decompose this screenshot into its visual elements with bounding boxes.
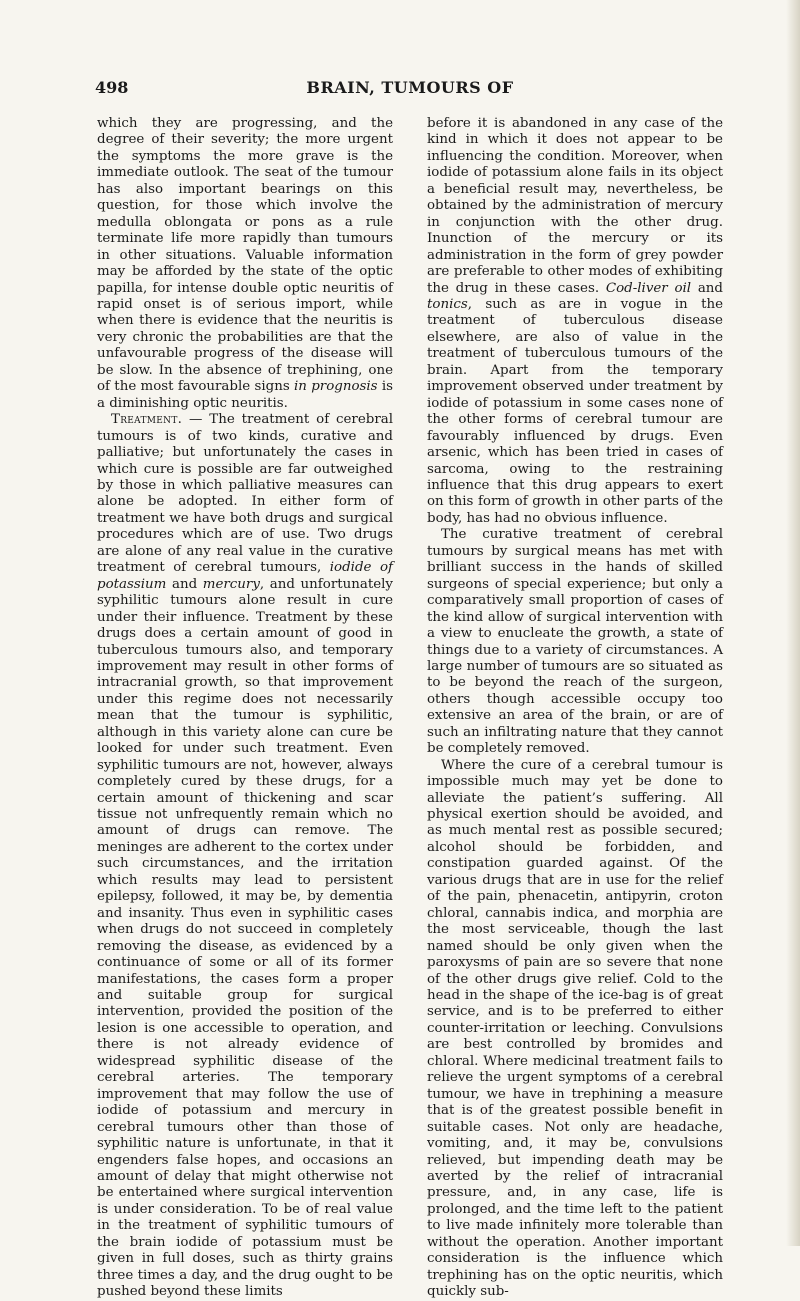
treatment-paragraph [97, 412, 393, 1300]
prognosis-paragraph [97, 116, 393, 412]
page-number: 498 [95, 78, 129, 97]
page-edge-shadow [786, 0, 800, 1246]
prognosis-emphasis: in prognosis [294, 379, 378, 395]
running-head: BRAIN, TUMOURS OF [306, 78, 514, 97]
drugs-text-a: before it is abandoned in any case of the kind in which it does not appear to be influencing the condition. Moreover, when iodide of potassium alone fails in its object a beneficial result may, nevertheless, be obtained by the administration of mercury in conjunction with the other drug. Inunction of the mercury or its administration in the form of grey powder are preferable to other modes of exhibiting the drug in these cases. [427, 116, 723, 296]
treatment-heading: Treatment. [111, 412, 183, 428]
palliative-paragraph: Where the cure of a cerebral tumour is impossible much may yet be done to alleviate the patient’s suffering. All physical exertion should be avoided, and as much mental rest as possible secured; alcohol should be forbidden, and constipation guarded against. Of the various drugs that are in use for the relief of the pain, phenacetin, antipyrin, croton chloral, cannabis indica, and morphia are the most serviceable, though the last named should be only given when the paroxysms of pain are so severe that none of the other drugs give relief. Cold to the head in the shape of the ice-bag is of great service, and is to be preferred to either counter-irritation or leeching. Convulsions are best controlled by bromides and chloral. Where medicinal treatment fails to relieve the urgent symptoms of a cerebral tumour, we have in trephining a measure that is of the greatest possible benefit in suitable cases. Not only are headache, vomiting, and, it may be, convulsions relieved, but impending death may be averted by the relief of intracranial pressure, and, in any case, life is prolonged, and the time left to the patient to live made infinitely more tolerable than without the operation. Another important consideration is the influence which trephining has on the optic neuritis, which quickly sub- [427, 757, 723, 1300]
drugs-emphasis-cod-liver-oil: Cod-liver oil [605, 280, 692, 296]
prognosis-text: which they are progressing, and the degree of their severity; the more urgent the symptoms the more grave is the immediate outlook. The seat of the tumour has also important bearings on this question, for those which involve the medulla oblongata or pons as a rule terminate life more rapidly than tumours in other situations. Valuable information may be afforded by the state of the optic papilla, for intense double optic neuritis of rapid onset is of serious import, while when there is evidence that the neuritis is very chronic the probabilities are that the unfavourable progress of the disease will be slow. In the absence of trephining, one of the most favourable signs [97, 116, 393, 395]
treatment-text-a: — The treatment of cerebral tumours is of two kinds, curative and palliative; but unfortunately the cases in which cure is possible are far outweighed by those in which palliative measures can alone be adopted. In either form of treatment we have both drugs and surgical procedures which are of use. Two drugs are alone of any real value in the curative treatment of cerebral tumours, [97, 412, 393, 576]
right-column [427, 116, 723, 1301]
surgical-paragraph: The curative treatment of cerebral tumours by surgical means has met with brilliant success in the hands of skilled surgeons of special experience; but only a comparatively small proportion of cases of the kind allow of surgical intervention with a view to enucleate the growth, a state of things due to a variety of circumstances. A large number of tumours are so situated as to be beyond the reach of the surgeon, others though accessible occupy too extensive an area of the brain, or are of such an infiltrating nature that they cannot be completely removed. [427, 527, 723, 757]
treatment-emphasis-iodide: iodide of potassium [97, 560, 393, 592]
drugs-paragraph [427, 116, 723, 527]
drugs-text-b: and [691, 280, 723, 296]
treatment-emphasis-mercury: mercury [202, 576, 260, 592]
treatment-text-c: , and unfortunately syphilitic tumours alone result in cure under their influence. Treatment by these drugs does a certain amount of good in tuberculous tumours also, and temporary improvement may result in other forms of intracranial growth, so that improvement under this regime does not necessarily mean that the tumour is syphilitic, although in this variety alone can cure be looked for under such treatment. Even syphilitic tumours are not, however, always completely cured by these drugs, for a certain amount of thickening and scar tissue not unfrequently remain which no amount of drugs can remove. The meninges are adherent to the cortex under such circumstances, and the irritation which results may lead to persistent epilepsy, followed, it may be, by dementia and insanity. Thus even in syphilitic cases when drugs do not succeed in completely removing the disease, as evidenced by a continuance of some or all of its former manifestations, the cases form a proper and suitable group for surgical intervention, provided the position of the lesion is one accessible to operation, and there is not already evidence of widespread syphilitic disease of the cerebral arteries. The temporary improvement that may follow the use of iodide of potassium and mercury in cerebral tumours other than those of syphilitic nature is unfortunate, in that it engenders false hopes, and occasions an amount of delay that might otherwise not be entertained where surgical intervention is under consideration. To be of real value in the treatment of syphilitic tumours of the brain iodide of potassium must be given in full doses, such as thirty grains three times a day, and the drug ought to be pushed beyond these limits [97, 576, 393, 1300]
left-column [97, 116, 393, 1301]
drugs-text-c: , such as are in vogue in the treatment of tuberculous disease elsewhere, are also of value in the treatment of tuberculous tumours of the brain. Apart from the temporary improvement observed under treatment by iodide of potassium in some cases none of the other forms of cerebral tumour are favourably influenced by drugs. Even arsenic, which has been tried in cases of sarcoma, owing to the restraining influence that this drug appears to exert on this form of growth in other parts of the body, has had no obvious influence. [427, 296, 723, 526]
treatment-text-b: and [166, 576, 203, 592]
prognosis-text-end: is a diminishing optic neuritis. [97, 379, 393, 411]
drugs-emphasis-tonics: tonics [427, 296, 468, 312]
page-header [95, 78, 725, 102]
